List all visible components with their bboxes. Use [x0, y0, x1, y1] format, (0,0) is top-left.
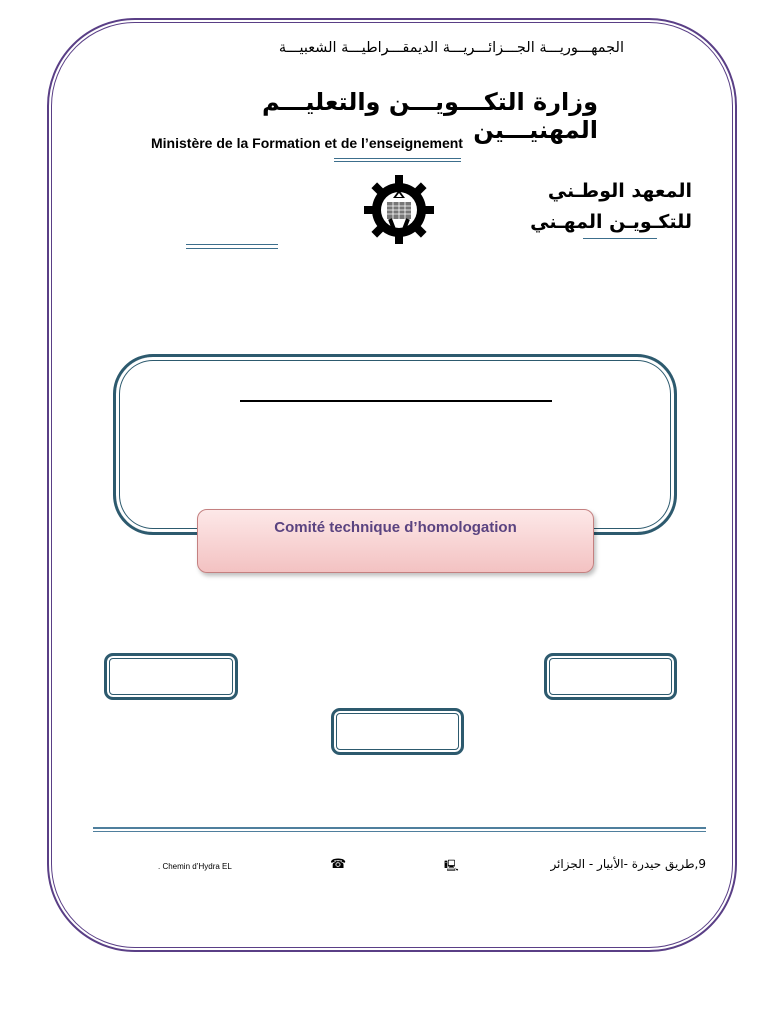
phone-icon: ☎	[330, 857, 347, 872]
field-box-left	[104, 653, 238, 700]
field-box-center	[331, 708, 464, 755]
gear-logo-icon	[359, 174, 439, 244]
address-arabic: 9,طريق حيدرة -الأبيار - الجزائر	[550, 857, 706, 871]
field-box-right	[544, 653, 677, 700]
institute-name-line2: للتكـويـن المهـني	[530, 211, 692, 233]
fax-icon: 🖳	[444, 859, 459, 872]
footer-rule-thin	[93, 831, 706, 832]
institute-underline	[583, 238, 657, 239]
republic-title: الجمهـــوريـــة الجـــزائـــريـــة الديمقـــراطيـــة الشعبيـــة	[278, 40, 624, 56]
title-rule	[240, 400, 552, 402]
ministry-underline	[334, 158, 461, 159]
left-underline-thin	[186, 248, 278, 249]
committee-banner: Comité technique d’homologation	[197, 509, 594, 573]
institute-name-line1: المعهد الوطـني	[547, 180, 692, 202]
address-french: . Chemin d’Hydra EL	[158, 862, 232, 871]
ministry-title-french: Ministère de la Formation et de l’enseignement	[151, 135, 463, 151]
institute-name	[520, 176, 692, 238]
ministry-title-arabic: وزارة التكـــويـــن والتعليـــم المهنيـــين	[261, 88, 598, 144]
title-box	[113, 354, 677, 535]
ministry-underline-thin	[334, 161, 461, 162]
footer-rule	[93, 827, 706, 829]
left-underline	[186, 244, 278, 245]
